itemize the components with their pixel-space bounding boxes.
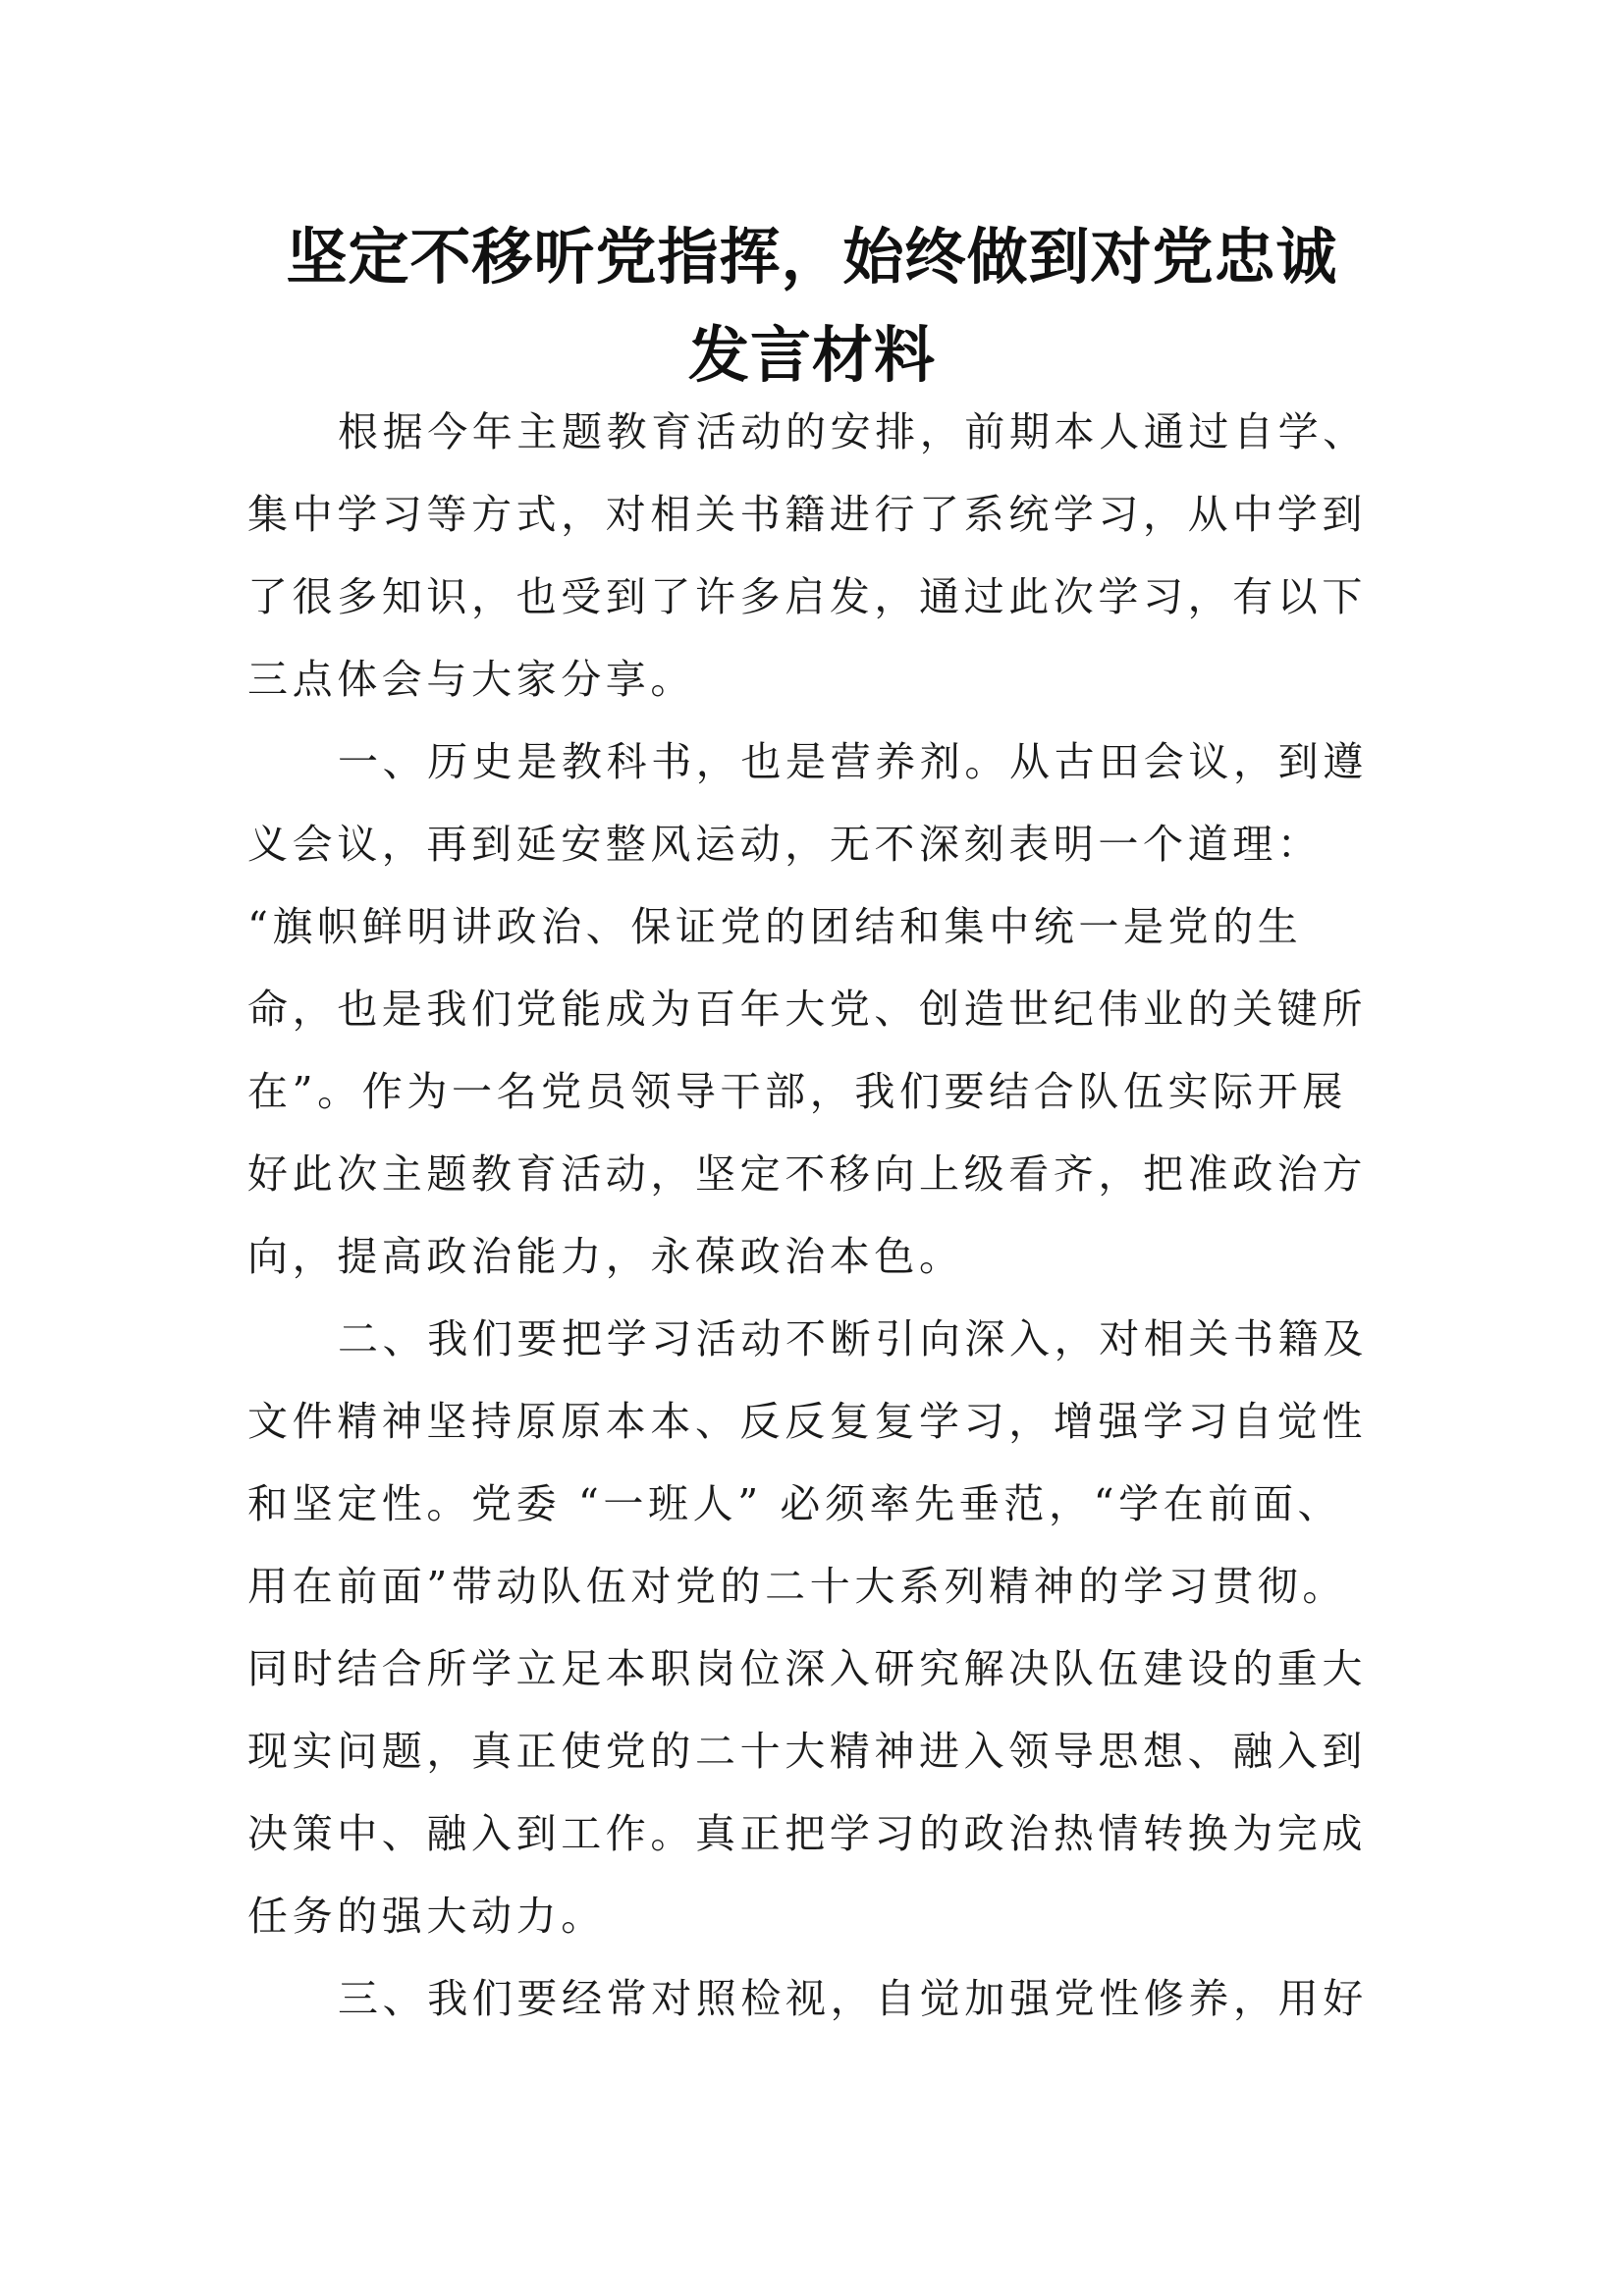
paragraph-point-two-line: 现实问题，真正使党的二十大精神进入领导思想、融入到 — [247, 1728, 1367, 1775]
paragraph-point-one-line: 义会议，再到延安整风运动，无不深刻表明一个道理： — [247, 821, 1323, 868]
paragraph-point-one-line: 一、历史是教科书，也是营养剂。从古田会议，到遵 — [338, 738, 1368, 785]
paragraph-point-three-line: 三、我们要经常对照检视，自觉加强党性修养，用好 — [338, 1975, 1368, 2022]
paragraph-point-two-line: 文件精神坚持原原本本、反反复复学习，增强学习自觉性 — [247, 1398, 1367, 1445]
paragraph-point-one-line: 命，也是我们党能成为百年大党、创造世纪伟业的关键所 — [247, 986, 1367, 1033]
document-body — [247, 391, 1368, 2040]
paragraph-point-two-line: 和坚定性。党委 “一班人” 必须率先垂范，“学在前面、 — [247, 1480, 1343, 1527]
paragraph-intro-line: 了很多知识，也受到了许多启发，通过此次学习，有以下 — [247, 573, 1367, 620]
paragraph-point-two-line: 任务的强大动力。 — [247, 1893, 606, 1940]
paragraph-point-two-line: 二、我们要把学习活动不断引向深入，对相关书籍及 — [338, 1315, 1368, 1362]
paragraph-point-one-line: 向，提高政治能力，永葆政治本色。 — [247, 1233, 964, 1280]
paragraph-point-one-line: 在”。作为一名党员领导干部，我们要结合队伍实际开展 — [247, 1068, 1347, 1115]
title-line-2: 发言材料 — [687, 319, 936, 391]
paragraph-intro-line: 集中学习等方式，对相关书籍进行了系统学习，从中学到 — [247, 491, 1367, 538]
paragraph-point-one-line: 好此次主题教育活动，坚定不移向上级看齐，把准政治方 — [247, 1150, 1367, 1198]
document-title — [0, 208, 1624, 404]
paragraph-point-one-line: “旗帜鲜明讲政治、保证党的团结和集中统一是党的生 — [247, 903, 1303, 950]
paragraph-point-two-line: 用在前面”带动队伍对党的二十大系列精神的学习贯彻。 — [247, 1563, 1347, 1610]
paragraph-intro-line: 三点体会与大家分享。 — [247, 656, 695, 703]
paragraph-intro-line: 根据今年主题教育活动的安排，前期本人通过自学、 — [338, 408, 1368, 455]
paragraph-point-two-line: 同时结合所学立足本职岗位深入研究解决队伍建设的重大 — [247, 1645, 1367, 1692]
title-line-1: 坚定不移听党指挥，始终做到对党忠诚 — [286, 221, 1338, 293]
paragraph-point-two-line: 决策中、融入到工作。真正把学习的政治热情转换为完成 — [247, 1810, 1367, 1857]
